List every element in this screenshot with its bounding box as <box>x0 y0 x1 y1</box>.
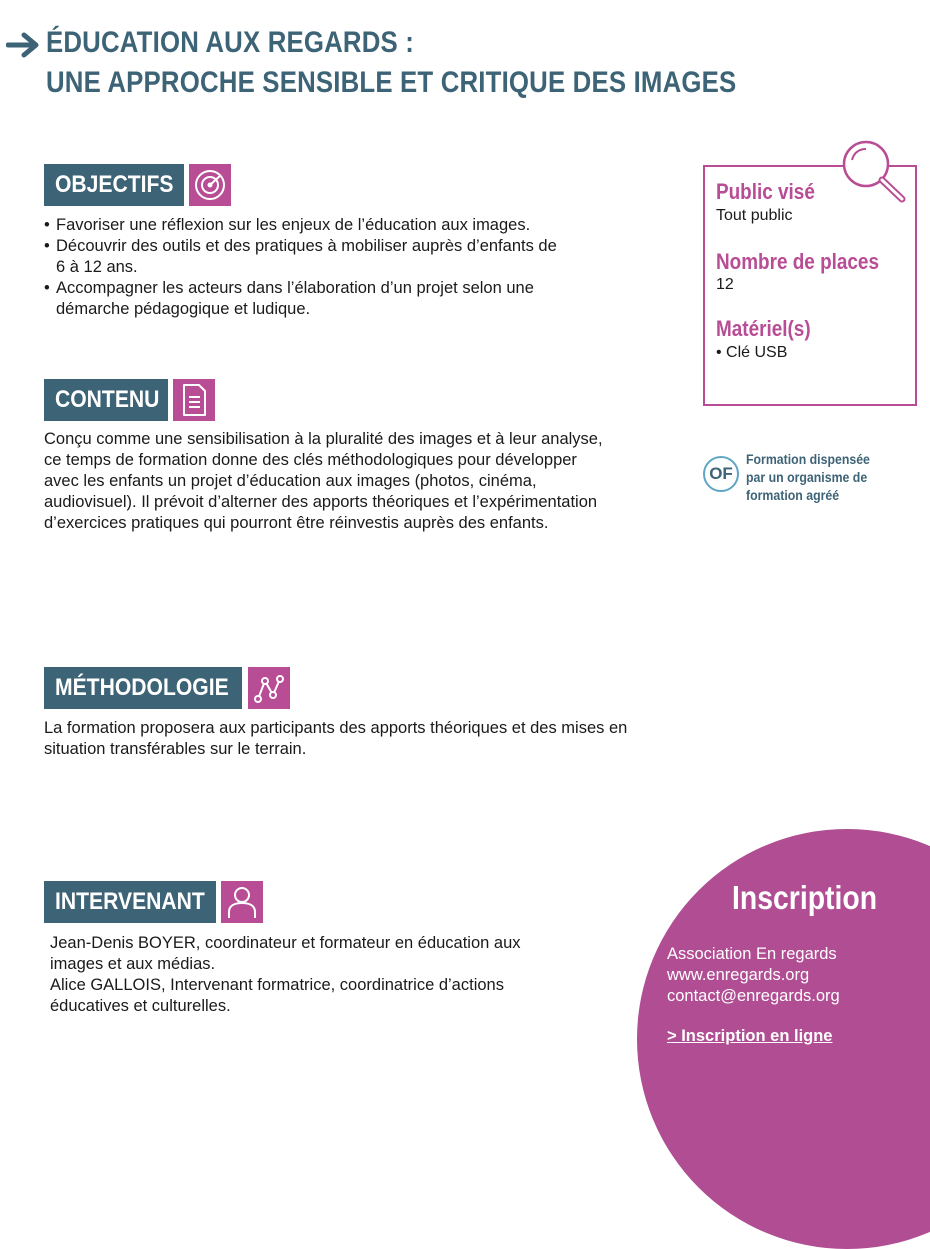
person-icon <box>221 881 263 923</box>
inscription-website-link[interactable]: www.enregards.org <box>667 966 810 984</box>
list-item: • Découvrir des outils et des pratiques à mobiliser auprès d’enfants de 6 à 12 ans. <box>44 236 564 278</box>
public-label: Public visé <box>716 179 815 204</box>
of-badge-icon: OF <box>703 456 739 492</box>
list-item: • Accompagner les acteurs dans l’élaboration d’un projet selon une démarche pédagogique et ludique. <box>44 278 564 320</box>
page-title-line-1: ÉDUCATION AUX REGARDS : <box>46 26 415 59</box>
network-icon <box>248 667 290 709</box>
objectifs-heading: OBJECTIFS <box>44 164 184 206</box>
of-badge-text: Formation dispensée par un organisme de formation agréé <box>746 451 870 503</box>
inscription-online-link[interactable]: > Inscription en ligne <box>667 1027 833 1045</box>
magnifier-icon <box>838 138 910 204</box>
target-icon <box>189 164 231 206</box>
inscription-email-link[interactable]: contact@enregards.org <box>667 987 840 1005</box>
inscription-title: Inscription <box>732 879 878 916</box>
intervenant-line-1: Jean-Denis BOYER, coordinateur et formateur en éducation aux images et aux médias. <box>50 934 521 973</box>
arrow-right-icon <box>6 30 42 60</box>
contenu-heading: CONTENU <box>44 379 168 421</box>
inscription-org: Association En regards <box>667 945 837 963</box>
materiel-label: Matériel(s) <box>716 316 811 341</box>
methodologie-heading: MÉTHODOLOGIE <box>44 667 242 709</box>
page-title-line-2: UNE APPROCHE SENSIBLE ET CRITIQUE DES IMAGES <box>46 66 737 99</box>
public-value: Tout public <box>716 207 793 224</box>
places-label: Nombre de places <box>716 249 879 274</box>
places-value: 12 <box>716 276 734 293</box>
document-icon <box>173 379 215 421</box>
list-item: • Favoriser une réflexion sur les enjeux de l’éducation aux images. <box>44 215 564 236</box>
methodologie-text: La formation proposera aux participants des apports théoriques et des mises en situation transférables sur le terrain. <box>44 719 628 758</box>
objectifs-list <box>44 215 564 320</box>
intervenant-line-2: Alice GALLOIS, Intervenant formatrice, coordinatrice d’actions éducatives et culturelles. <box>50 976 504 1015</box>
materiel-value: • Clé USB <box>716 344 788 361</box>
contenu-text: Conçu comme une sensibilisation à la pluralité des images et à leur analyse, ce temps de formation donne des clés méthodologiques pour développer avec les enfants un projet d’éducation aux images (photos, cinéma, audiovisuel). Il prévoit d’alterner des apports théoriques et l’expérimentation d’exercices pratiques qui pourront être réinvestis auprès des enfants. <box>44 430 603 532</box>
intervenant-heading: INTERVENANT <box>44 881 216 923</box>
